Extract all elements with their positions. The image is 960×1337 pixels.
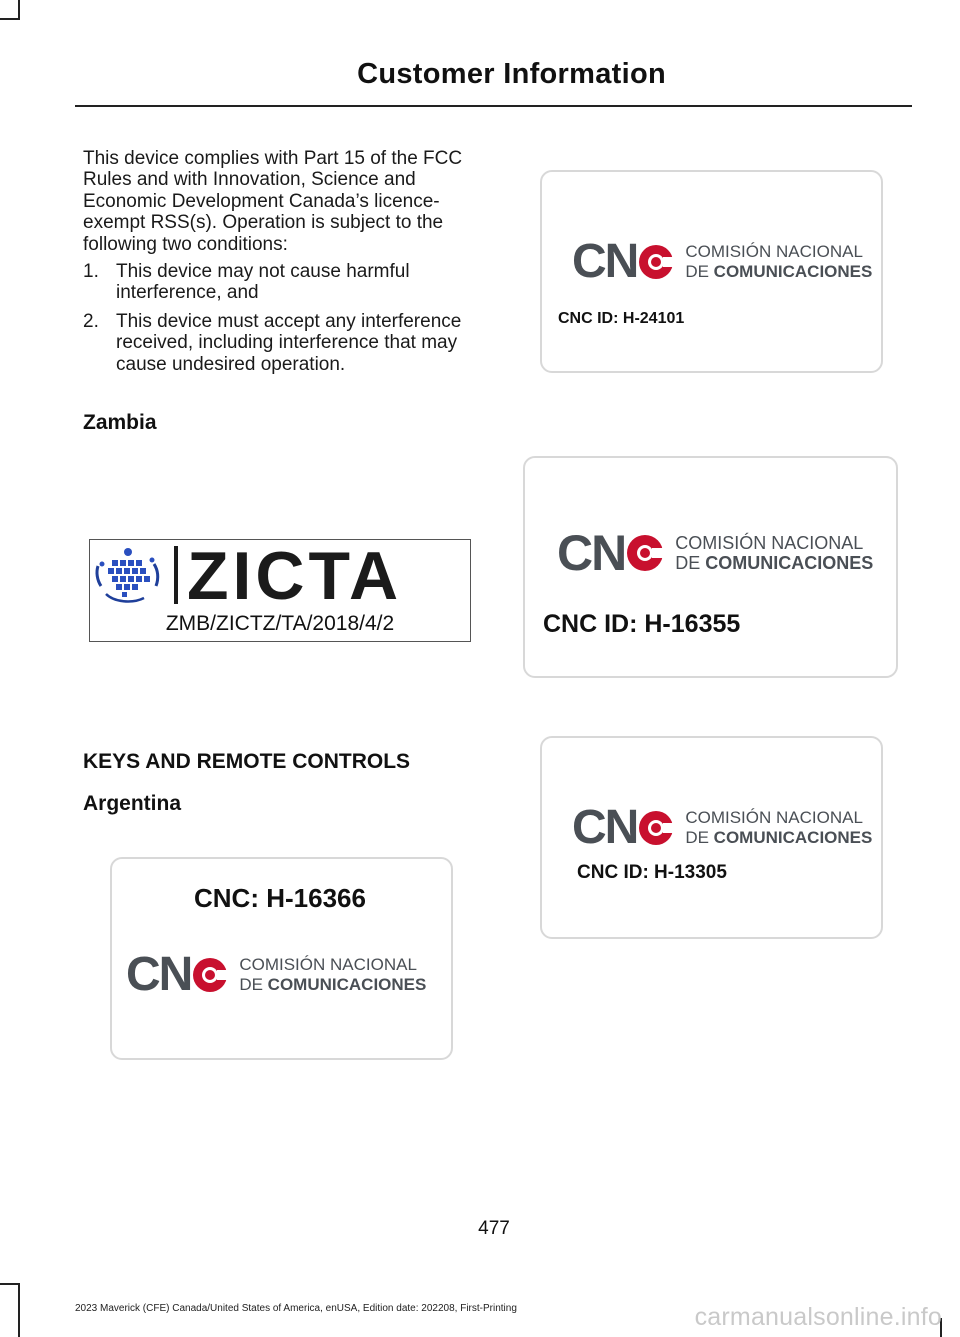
list-number: 2. — [83, 310, 99, 332]
cnc-label-4 — [110, 857, 453, 1060]
title-divider — [75, 105, 912, 107]
cnc-id-label: CNC ID: H-13305 — [577, 862, 727, 883]
list-text: This device must accept any interference received, including interference that may cause undesired operation. — [116, 310, 462, 375]
watermark-link[interactable]: carmanualsonline.info — [694, 1303, 942, 1331]
crop-mark — [0, 1283, 20, 1285]
zicta-approval-code: ZMB/ZICTZ/TA/2018/4/2 — [165, 612, 395, 635]
cnc-logo-letters: CN — [572, 234, 673, 289]
cnc-logo: CN COMISIÓN NACIONAL DE COMUNICACIONES — [572, 235, 873, 288]
crop-mark — [18, 0, 20, 20]
cnc-logo: CN COMISIÓN NACIONAL DE COMUNICACIONES — [572, 801, 873, 854]
zicta-logo-text: ZICTA — [187, 538, 403, 614]
cnc-line-1: COMISIÓN NACIONAL — [239, 955, 417, 975]
list-text: This device may not cause harmful interference, and — [116, 261, 410, 304]
cnc-id-label: CNC: H-16366 — [194, 883, 366, 913]
cnc-label-2 — [523, 456, 898, 678]
cnc-line-1: COMISIÓN NACIONAL — [675, 532, 864, 553]
cnc-logo-letters: CN — [557, 524, 663, 582]
edition-footer: 2023 Maverick (CFE) Canada/United States of America, enUSA, Edition date: 202208, First-Printing — [75, 1303, 517, 1314]
crop-mark — [0, 18, 20, 20]
cnc-logo: CN COMISIÓN NACIONAL DE COMUNICACIONES — [126, 948, 427, 1001]
cnc-logo: CN COMISIÓN NACIONAL DE COMUNICACIONES — [557, 525, 874, 581]
cnc-red-dot-icon — [639, 245, 673, 279]
cnc-line-2: COMUNICACIONES — [267, 974, 427, 994]
zicta-label — [89, 539, 471, 642]
list-item — [83, 311, 483, 375]
cnc-logo-letters: CN — [126, 947, 227, 1002]
cnc-line-2: COMUNICACIONES — [713, 827, 873, 847]
zicta-divider — [174, 546, 178, 604]
page-title: Customer Information — [357, 58, 666, 90]
list-item — [83, 261, 483, 304]
cnc-logo-letters: CN — [572, 800, 673, 855]
cnc-red-dot-icon — [627, 535, 663, 571]
crop-mark — [18, 1283, 20, 1337]
zambia-heading: Zambia — [83, 411, 157, 434]
zicta-emblem-icon — [92, 542, 164, 608]
list-number: 1. — [83, 261, 99, 282]
cnc-line-2: COMUNICACIONES — [705, 553, 874, 573]
cnc-line-2: COMUNICACIONES — [713, 261, 873, 281]
cnc-label-3 — [540, 736, 883, 939]
intro-paragraph: This device complies with Part 15 of the FCC Rules and with Innovation, Science and Economic Development Canada’s licence-exempt RSS(s). Operation is subject to the following two conditions: — [83, 148, 463, 255]
cnc-line-1: COMISIÓN NACIONAL — [685, 242, 863, 262]
cnc-id-label: CNC ID: H-24101 — [558, 310, 685, 327]
section-heading: KEYS AND REMOTE CONTROLS — [83, 750, 411, 773]
cnc-red-dot-icon — [193, 958, 227, 992]
cnc-line-1: COMISIÓN NACIONAL — [685, 808, 863, 828]
page-number: 477 — [478, 1218, 510, 1239]
argentina-heading: Argentina — [83, 792, 182, 815]
cnc-red-dot-icon — [639, 811, 673, 845]
cnc-label-1 — [540, 170, 883, 373]
conditions-list — [83, 261, 483, 382]
cnc-id-label: CNC ID: H-16355 — [543, 610, 741, 638]
